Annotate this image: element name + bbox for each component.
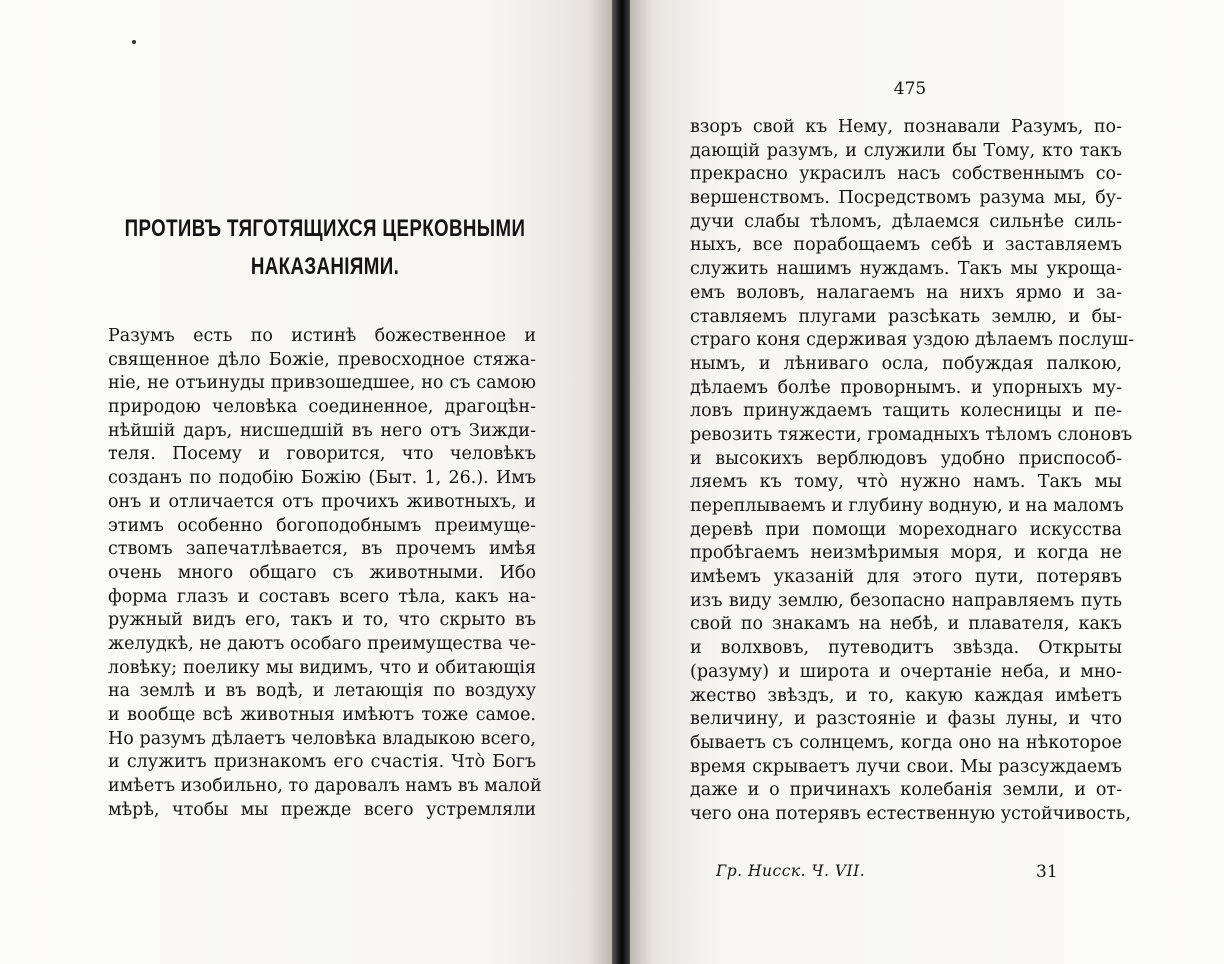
book-gutter <box>612 0 630 964</box>
text-line: дѣлаемъ болѣе проворнымъ. и упорныхъ му- <box>690 377 1122 398</box>
text-line: чего она потерявъ естественную устойчивость, <box>690 803 1131 824</box>
text-line: пробѣгаемъ неизмѣримыя моря, и когда не <box>690 543 1122 564</box>
footer-sheet-number: 31 <box>1036 862 1058 882</box>
text-line: величину, и разстояніе и фазы луны, и что <box>690 709 1122 730</box>
text-line: ревозить тяжести, громадныхъ тѣломъ слоновъ <box>690 424 1133 445</box>
ink-speck <box>132 40 136 44</box>
text-line: этимъ особенно богоподобнымъ преимуще- <box>108 515 536 536</box>
text-line: на землѣ и въ водѣ, и летающія по воздуху <box>108 681 536 702</box>
text-line: ружный видъ его, такъ и то, что скрыто въ <box>108 610 536 631</box>
text-line: онъ и отличается отъ прочихъ животныхъ, и <box>108 491 536 512</box>
right-body-text <box>690 116 1135 827</box>
text-line: дающій разумъ, и служили бы Тому, кто такъ <box>690 140 1122 161</box>
text-line: дучи слабы тѣломъ, дѣлаемся сильнѣе силь- <box>690 211 1122 232</box>
text-line: страго коня сдерживая уздою дѣлаемъ послуш- <box>690 330 1135 351</box>
text-line: имѣемъ указаній для этого пути, потерявъ <box>690 567 1122 588</box>
text-line: Но разумъ дѣлаетъ человѣка владыкою всего, <box>108 728 536 749</box>
text-line: свой по знакамъ на небѣ, и плавателя, какъ <box>690 614 1122 635</box>
text-line: ловѣку; поелику мы видимъ, что и обитающія <box>108 657 536 678</box>
text-line: бываетъ съ солнцемъ, когда оно на нѣкоторое <box>690 732 1122 753</box>
text-line: ствомъ запечатлѣвается, въ прочемъ имѣя <box>108 539 536 560</box>
text-line: вершенствомъ. Посредствомъ разума мы, бу- <box>690 188 1122 209</box>
text-line: нѣйшій даръ, нисшедшій въ него отъ Зижди- <box>108 420 536 441</box>
text-line: и волхвовъ, путеводитъ звѣзда. Открыты <box>690 638 1122 659</box>
text-line: служить нашимъ нуждамъ. Такъ мы укроща- <box>690 259 1122 280</box>
text-line: и вообще всѣ животныя имѣютъ тоже самое. <box>108 705 536 725</box>
text-line: мѣрѣ, чтобы мы прежде всего устремляли <box>108 799 536 820</box>
text-line: форма глазъ и составъ всего тѣла, какъ на- <box>108 586 536 607</box>
text-line: время скрываетъ лучи свои. Мы разсуждаемъ <box>690 756 1122 777</box>
text-line: священное дѣло Божіе, превосходное стяжа- <box>108 349 536 370</box>
chapter-title-line: ПРОТИВЪ ТЯГОТЯЩИХСЯ ЦЕРКОВНЫМИ <box>124 215 526 242</box>
text-line: нымъ, и лѣниваго осла, побуждая палкою, <box>690 353 1122 374</box>
text-line: прекрасно украсилъ насъ собственнымъ со- <box>690 164 1122 185</box>
chapter-title <box>118 210 531 286</box>
text-line: переплываемъ и глубину водную, и на маломъ <box>690 496 1124 516</box>
text-line: ныхъ, все порабощаемъ себѣ и заставляемъ <box>690 235 1122 256</box>
text-line: созданъ по подобію Божію (Быт. 1, 26.). Имъ <box>108 468 536 489</box>
left-body-text <box>108 325 542 822</box>
text-line: Разумъ есть по истинѣ божественное и <box>108 326 536 346</box>
chapter-title-line: НАКАЗАНІЯМИ. <box>250 253 400 280</box>
text-line: жество звѣздъ, и то, какую каждая имѣетъ <box>690 685 1122 706</box>
text-line: (разуму) и широта и очертаніе неба, и мно- <box>690 661 1122 682</box>
text-line: теля. Посему и говорится, что человѣкъ <box>108 444 536 465</box>
text-line: емъ воловъ, налагаемъ на нихъ ярмо и за- <box>690 282 1122 303</box>
page-number: 475 <box>893 79 927 99</box>
text-line: ніе, не отъинуды привзошедшее, но съ самою <box>108 373 536 394</box>
text-line: и высокихъ верблюдовъ удобно приспособ- <box>690 448 1122 469</box>
footer-signature: Гр. Нисск. Ч. VII. <box>716 862 866 880</box>
text-line: желудкѣ, не даютъ особаго преимущества че- <box>108 633 536 654</box>
text-line: ляемъ къ тому, что̀ нужно намъ. Такъ мы <box>690 472 1122 493</box>
text-line: имѣетъ изобильно, то даровалъ намъ въ малой <box>108 776 542 797</box>
text-line: и служитъ признакомъ его счастія. Что̀ Богъ <box>108 752 536 773</box>
text-line: даже и о причинахъ колебанія земли, и от- <box>690 780 1122 801</box>
text-line: очень много общаго съ животными. Ибо <box>108 562 536 583</box>
text-line: взоръ свой къ Нему, познавали Разумъ, по- <box>690 117 1122 137</box>
text-line: ловъ принуждаемъ тащить колесницы и пе- <box>690 401 1122 422</box>
text-line: деревѣ при помощи мореходнаго искусства <box>690 519 1122 540</box>
text-line: ставляемъ плугами разсѣкать землю, и бы- <box>690 306 1122 327</box>
text-line: изъ виду землю, безопасно направляемъ путь <box>690 590 1122 611</box>
text-line: природою человѣка соединенное, драгоцѣн- <box>108 397 536 418</box>
